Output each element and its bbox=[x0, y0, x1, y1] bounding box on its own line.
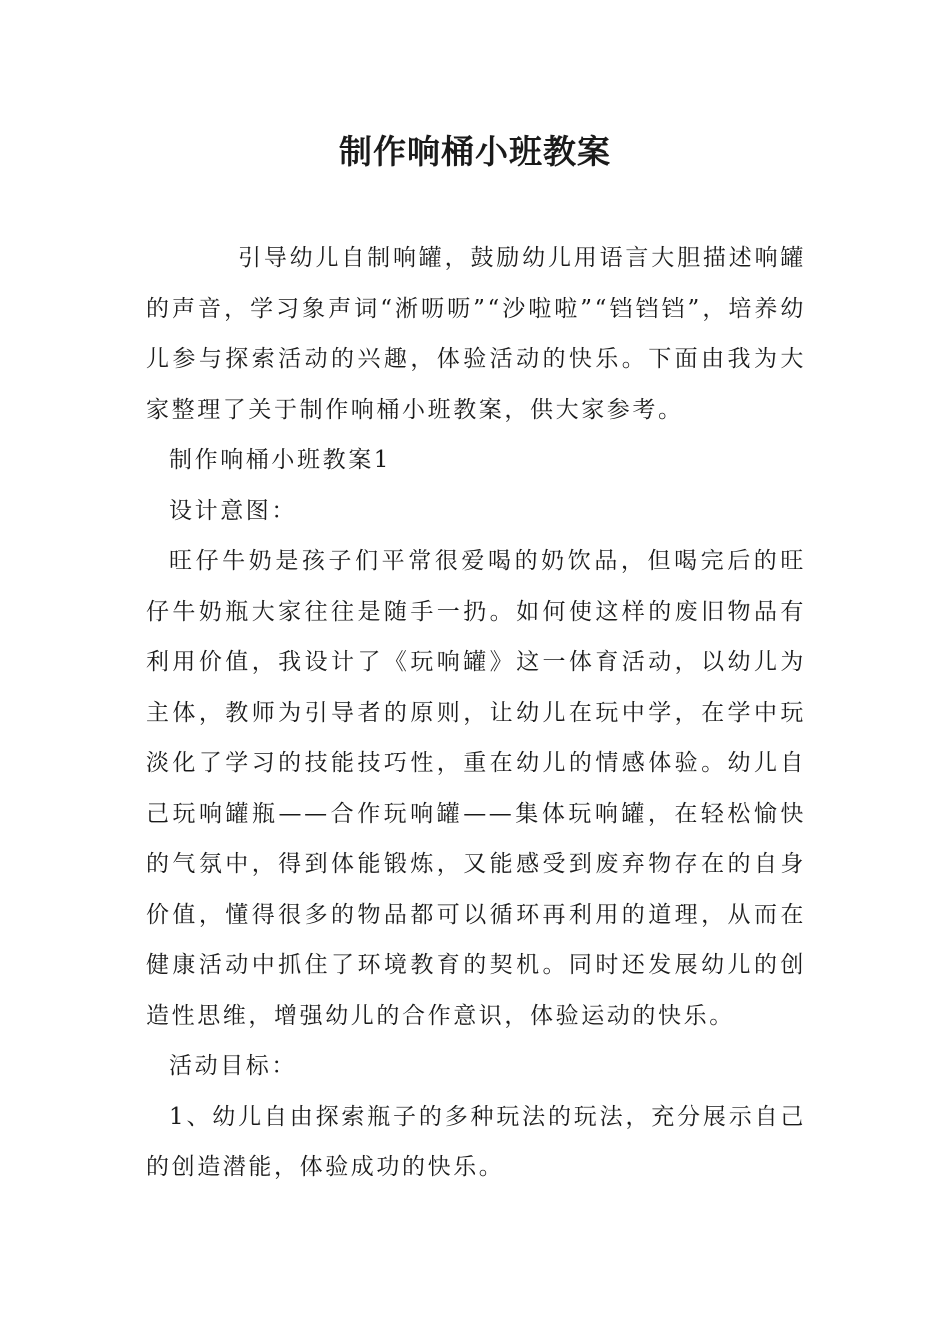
design-intent-paragraph: 旺仔牛奶是孩子们平常很爱喝的奶饮品，但喝完后的旺仔牛奶瓶大家往往是随手一扔。如何使这样的废旧物品有利用价值，我设计了《玩响罐》这一体育活动，以幼儿为主体，教师为引导者的原则，让幼儿在玩中学，在学中玩淡化了学习的技能技巧性，重在幼儿的情感体验。幼儿自己玩响罐瓶——合作玩响罐——集体玩响罐，在轻松愉快的气氛中，得到体能锻炼，又能感受到废弃物存在的自身价值，懂得很多的物品都可以循环再利用的道理，从而在健康活动中抓住了环境教育的契机。同时还发展幼儿的创造性思维，增强幼儿的合作意识，体验运动的快乐。 bbox=[146, 548, 806, 1029]
section-heading-activity-goals: 活动目标： bbox=[169, 1053, 297, 1079]
section-heading-lesson-1: 制作响桶小班教案1 bbox=[169, 447, 392, 473]
document-body bbox=[146, 233, 806, 1193]
intro-paragraph: 引导幼儿自制响罐，鼓励幼儿用语言大胆描述响罐的声音，学习象声词“淅呖呖”“沙啦啦”“铛铛铛”，培养幼儿参与探索活动的兴趣，体验活动的快乐。下面由我为大家整理了关于制作响桶小班教案，供大家参考。 bbox=[146, 245, 806, 423]
activity-goal-item-1: 1、幼儿自由探索瓶子的多种玩法的玩法，充分展示自己的创造潜能，体验成功的快乐。 bbox=[146, 1103, 806, 1180]
document-title: 制作响桶小班教案 bbox=[339, 132, 611, 171]
section-heading-design-intent: 设计意图： bbox=[169, 497, 297, 524]
